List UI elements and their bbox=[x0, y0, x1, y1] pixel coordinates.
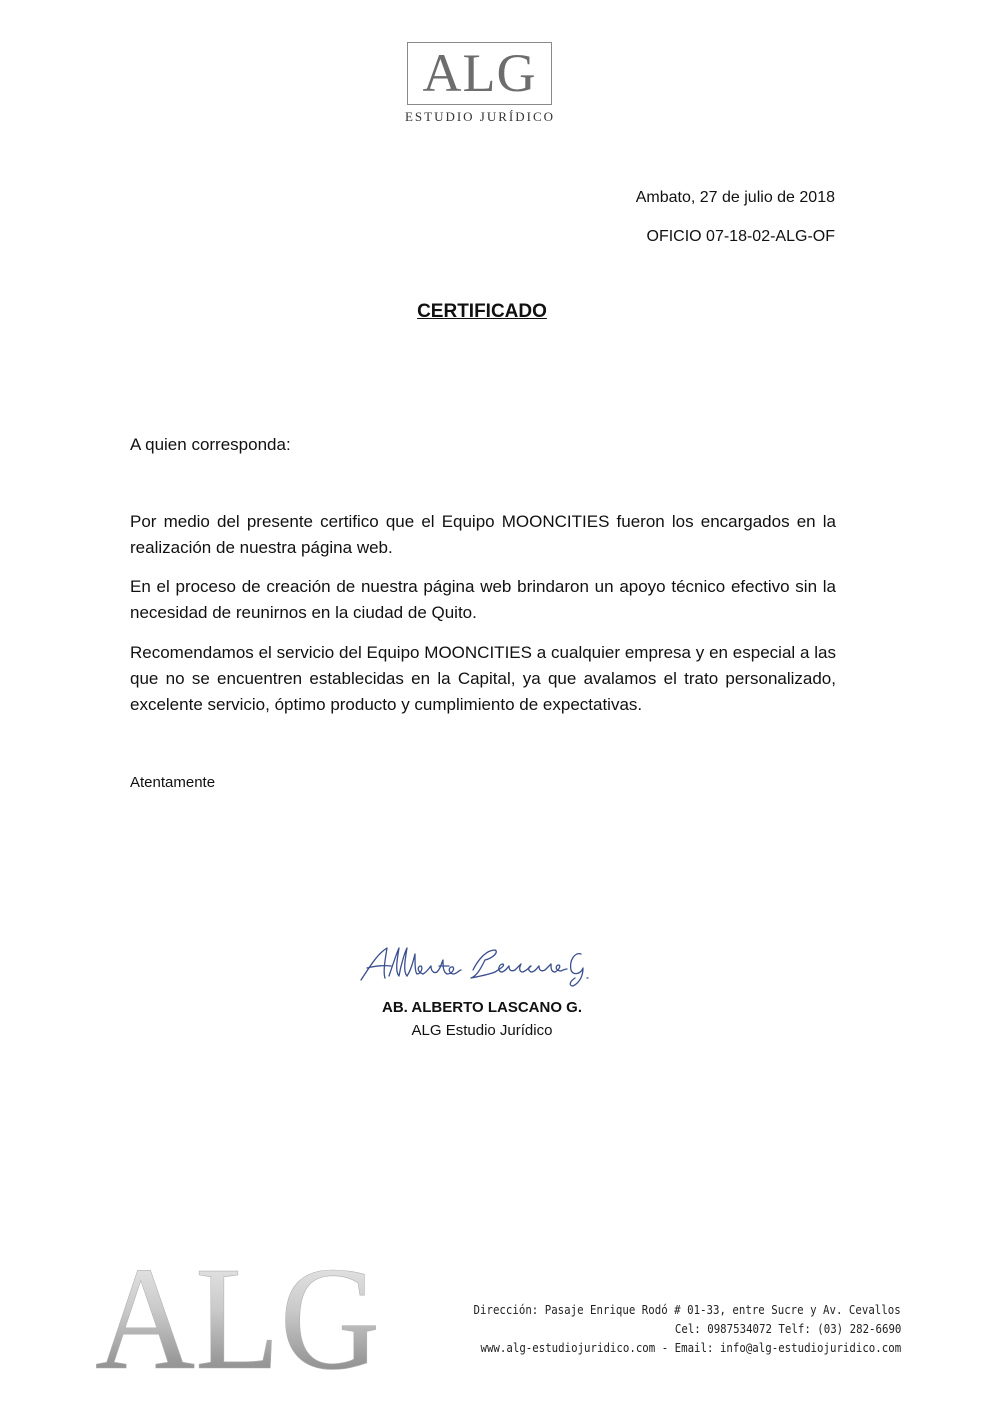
reference-number: OFICIO 07-18-02-ALG-OF bbox=[646, 228, 835, 245]
header-logo: ALG bbox=[422, 43, 537, 103]
body-paragraph: Por medio del presente certifico que el Equipo MOONCITIES fueron los encargados en la realización de nuestra página web. bbox=[130, 512, 836, 557]
footer-address: Dirección: Pasaje Enrique Rodó # 01-33, entre Sucre y Av. Cevallos bbox=[473, 1302, 901, 1317]
footer-phones: Cel: 0987534072 Telf: (03) 282-6690 bbox=[674, 1321, 901, 1336]
footer-logo-letters: ALG bbox=[95, 1250, 380, 1380]
salutation: A quien corresponda: bbox=[130, 435, 291, 454]
signer-organization: ALG Estudio Jurídico bbox=[411, 1022, 553, 1039]
document-title: CERTIFICADO bbox=[417, 301, 547, 322]
footer-web-email: www.alg-estudiojuridico.com - Email: info@alg-estudiojuridico.com bbox=[480, 1340, 901, 1355]
body-paragraph: En el proceso de creación de nuestra página web brindaron un apoyo técnico efectivo sin la necesidad de reunirnos en la ciudad de Quito. bbox=[130, 577, 836, 622]
body-paragraph: Recomendamos el servicio del Equipo MOONCITIES a cualquier empresa y en especial a las que no se encuentren establecidas en la Capital, ya que avalamos el trato personalizado, excelente servicio, óptimo producto y cumplimiento de expectativas. bbox=[130, 643, 836, 714]
handwritten-signature bbox=[355, 940, 595, 990]
header-logo-subtitle: ESTUDIO JURÍDICO bbox=[404, 109, 556, 124]
closing: Atentamente bbox=[130, 774, 216, 791]
date-line: Ambato, 27 de julio de 2018 bbox=[635, 189, 835, 206]
signer-name: AB. ALBERTO LASCANO G. bbox=[381, 999, 582, 1016]
footer-logo bbox=[95, 1250, 385, 1380]
